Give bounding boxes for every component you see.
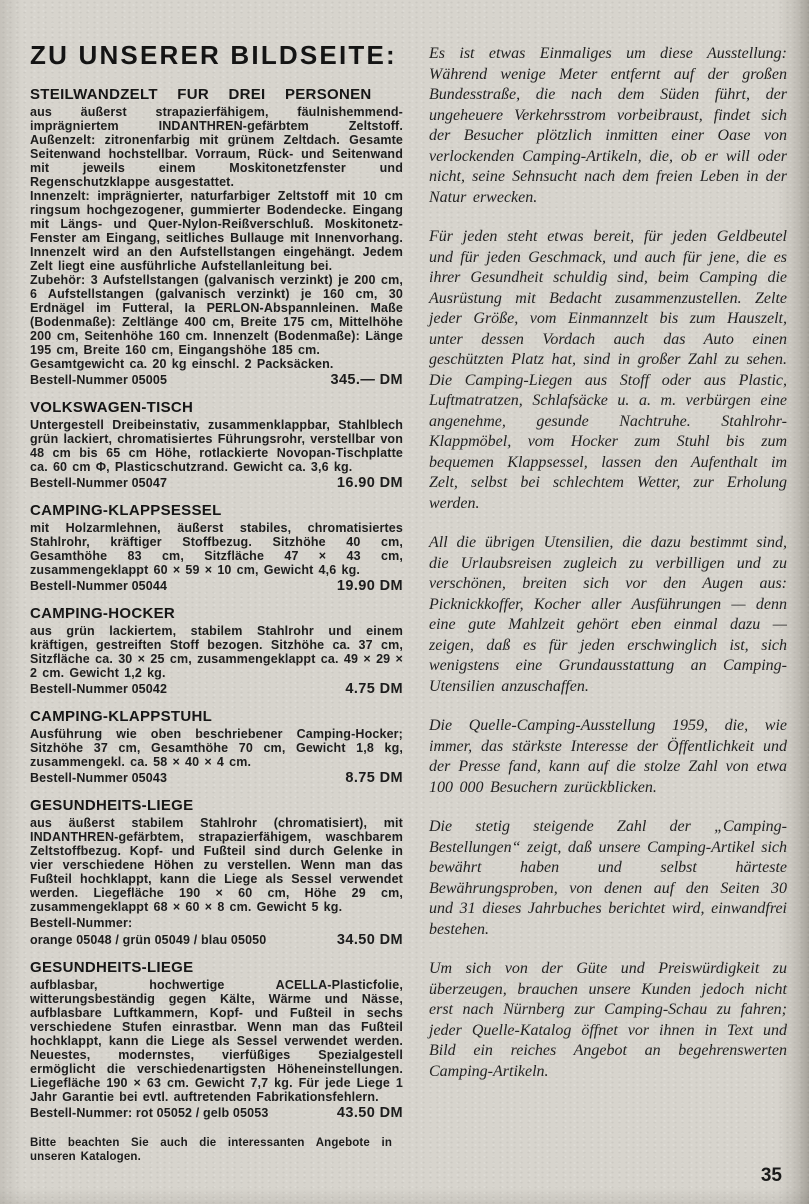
product-section bbox=[30, 502, 403, 594]
product-section bbox=[30, 959, 403, 1121]
product-name: GESUNDHEITS-LIEGE bbox=[30, 959, 194, 976]
price: 19.90 DM bbox=[336, 578, 403, 594]
product-paragraph: Innenzelt: imprägnierter, naturfarbiger Zeltstoff mit 10 cm ringsum hochgezogener, gummierter Bodendecke. Eingang mit Längs- und Quer-Nylon-Reißverschluß. Moskitonetz-Fenster am Eingang, seitliches Bullauge mit Innenvorhang. Innenzelt wird an den Aufstellstangen eingehängt. Jedem Zelt liegt eine ausführliche Aufstellanleitung bei. bbox=[30, 189, 403, 273]
price: 34.50 DM bbox=[336, 932, 403, 948]
price: 345.— DM bbox=[330, 372, 403, 388]
page-number: 35 bbox=[760, 1165, 782, 1186]
product-section bbox=[30, 399, 403, 491]
editorial-paragraph: Die stetig steigende Zahl der „Camping-Bestellungen“ zeigt, daß unsere Camping-Artikel sich bewährt haben und selbst härteste Bewährungsproben, von denen auf den Seiten 30 und 31 dieses Jahrbuches berichtet wird, einwandfrei bestehen. bbox=[429, 818, 787, 938]
order-number: Bestell-Nummer: bbox=[30, 916, 133, 930]
product-body bbox=[30, 727, 403, 786]
product-name: CAMPING-KLAPPSTUHL bbox=[30, 708, 213, 725]
product-paragraph: mit Holzarmlehnen, äußerst stabiles, chromatisiertes Stahlrohr, kräftiger Stoffbezug. Sitzhöhe 40 cm, Gesamthöhe 83 cm, Sitzfläche 47 × 43 cm, zusammengeklappt 60 × 59 × 10 cm, Gewicht 4,6 kg. bbox=[30, 521, 403, 577]
order-line bbox=[30, 1106, 403, 1121]
product-body bbox=[30, 521, 403, 594]
order-number: Bestell-Nummer 05042 bbox=[30, 682, 168, 696]
product-paragraph: aus äußerst strapazierfähigem, fäulnishemmend-imprägniertem INDANTHREN-gefärbtem Zeltstoff. Außenzelt: zitronenfarbig mit grünem Zeltdach. Gesamte Seitenwand hochstellbar. Vorraum, Rück- und Seitenwand mit jeweils einem Moskitonetzfenster und Regenschutzklappe ausgestattet. bbox=[30, 105, 403, 189]
price: 43.50 DM bbox=[336, 1105, 403, 1121]
product-paragraph: Ausführung wie oben beschriebener Camping-Hocker; Sitzhöhe 37 cm, Gesamthöhe 70 cm, Gewicht 1,8 kg, zusammengekl. ca. 58 × 40 × 4 cm. bbox=[30, 727, 403, 769]
footer-note: Bitte beachten Sie auch die interessanten Angebote in unseren Katalogen. bbox=[30, 1137, 392, 1163]
product-name: VOLKSWAGEN-TISCH bbox=[30, 399, 194, 416]
order-number: Bestell-Nummer: rot 05052 / gelb 05053 bbox=[30, 1106, 269, 1120]
product-body bbox=[30, 816, 403, 948]
product-body bbox=[30, 105, 403, 388]
product-body bbox=[30, 978, 403, 1121]
order-number: Bestell-Nummer 05005 bbox=[30, 373, 168, 387]
product-list bbox=[30, 86, 403, 1121]
product-name: GESUNDHEITS-LIEGE bbox=[30, 797, 194, 814]
product-section bbox=[30, 708, 403, 786]
order-line bbox=[30, 916, 403, 931]
order-number: Bestell-Nummer 05044 bbox=[30, 579, 168, 593]
product-section bbox=[30, 797, 403, 948]
product-body bbox=[30, 418, 403, 491]
order-line bbox=[30, 373, 403, 388]
left-column bbox=[30, 40, 403, 1164]
order-line bbox=[30, 771, 403, 786]
product-name: CAMPING-KLAPPSESSEL bbox=[30, 502, 222, 519]
product-paragraph: Zubehör: 3 Aufstellstangen (galvanisch verzinkt) je 200 cm, 6 Aufstellstangen (galvanisch verzinkt) je 160 cm, 30 Erdnägel im Futteral, Ia PERLON-Abspannleinen. Maße (Bodenmaße): Zeltlänge 400 cm, Breite 175 cm, Mittelhöhe 200 cm, Seitenhöhe 160 cm. Innenzelt (Bodenmaße): Länge 195 cm, Breite 160 cm, Eingangshöhe 185 cm. bbox=[30, 273, 403, 357]
product-paragraph: aufblasbar, hochwertige ACELLA-Plasticfolie, witterungsbeständig gegen Kälte, Wärme und Nässe, aufblasbare Luftkammern, Kopf- und Fußteil in sechs verschiedene Stufen einrastbar. Wenn man das Fußteil hochklappt, kann die Liege als Sessel verwendet werden. Neuestes, modernstes, vierfüßiges Spezialgestell ermöglicht die verschiedenartigsten Höheneinstellungen. Liegefläche 190 × 63 cm. Gewicht 7,7 kg. Für jede Liege 1 Jahr Garantie bei evtl. auftretenden Fabrikationsfehlern. bbox=[30, 978, 403, 1104]
product-section bbox=[30, 605, 403, 697]
product-paragraph: aus äußerst stabilem Stahlrohr (chromatisiert), mit INDANTHREN-gefärbtem, strapazierfähigem, waschbarem Zeltstoffbezug. Kopf- und Fußteil sind durch Gelenke in vier verschiedene Höhen zu verstellen. Wenn man das Fußteil hochklappt, kann die Liege als Sessel verwendet werden. Liegefläche 190 × 60 cm, Höhe 29 cm, zusammengeklappt 68 × 60 × 8 cm. Gewicht 5 kg. bbox=[30, 816, 403, 914]
product-name: STEILWANDZELT FUR DREI PERSONEN bbox=[30, 86, 372, 103]
editorial-paragraph: Um sich von der Güte und Preiswürdigkeit zu überzeugen, brauchen unsere Kunden jedoch nicht erst nach Nürnberg zur Camping-Schau zu fahren; jeder Quelle-Katalog öffnet vor ihnen in Text und Bild ein reiches Angebot an begehrenswerten Camping-Artikeln. bbox=[429, 960, 787, 1080]
product-paragraph: aus grün lackiertem, stabilem Stahlrohr und einem kräftigen, gestreiften Stoff bezogen. Sitzhöhe ca. 37 cm, Sitzfläche ca. 30 × 25 cm, zusammengeklappt ca. 49 × 29 × 2 cm. Gewicht 1,2 kg. bbox=[30, 624, 403, 680]
order-number: Bestell-Nummer 05047 bbox=[30, 476, 168, 490]
product-body bbox=[30, 624, 403, 697]
right-column bbox=[429, 44, 787, 1101]
order-line bbox=[30, 933, 403, 948]
product-paragraph: Gesamtgewicht ca. 20 kg einschl. 2 Packsäcken. bbox=[30, 357, 334, 371]
order-line bbox=[30, 579, 403, 594]
editorial-paragraph: Es ist etwas Einmaliges um diese Ausstellung: Während wenige Meter entfernt auf der großen Bundesstraße, die nach dem Süden führt, der ungeheuere Verkehrsstrom vorbeibraust, findet sich der Besucher plötzlich inmitten einer Oase von verlockenden Camping-Artikeln, die, ob er will oder nicht, seine Sehnsucht nach dem freien Leben in der Natur erwecken. bbox=[429, 45, 787, 206]
product-name: CAMPING-HOCKER bbox=[30, 605, 176, 622]
page-title: ZU UNSERER BILDSEITE: bbox=[30, 40, 397, 70]
order-line bbox=[30, 476, 403, 491]
order-line bbox=[30, 682, 403, 697]
product-section bbox=[30, 86, 403, 388]
price: 8.75 DM bbox=[345, 770, 403, 786]
product-paragraph: Untergestell Dreibeinstativ, zusammenklappbar, Stahlblech grün lackiert, chromatisiertes Führungsrohr, verstellbar von 48 cm bis 65 cm Höhe, rotlackierte Novopan-Tischplatte ca. 60 cm Φ, Plasticschutzrand. Gewicht ca. 3,6 kg. bbox=[30, 418, 403, 474]
price: 4.75 DM bbox=[345, 681, 403, 697]
price: 16.90 DM bbox=[336, 475, 403, 491]
order-number: orange 05048 / grün 05049 / blau 05050 bbox=[30, 933, 267, 947]
order-number: Bestell-Nummer 05043 bbox=[30, 771, 168, 785]
editorial-paragraph: Die Quelle-Camping-Ausstellung 1959, die, wie immer, das stärkste Interesse der Öffentlichkeit und der Presse fand, kann auf die stolze Zahl von etwa 100 000 Besuchern zurückblicken. bbox=[429, 717, 787, 796]
editorial-paragraph: All die übrigen Utensilien, die dazu bestimmt sind, die Urlaubsreisen zugleich zu verbilligen und zu verschönen, breiten sich vor den Augen aus: Picknickkoffer, Kocher aller Ausführungen — denn eine gute Mahlzeit gehört eben einmal dazu — zeigen, daß es für jeden erschwinglich ist, sich wenigstens eine Grundausstattung an Camping-Utensilien anzuschaffen. bbox=[429, 534, 787, 695]
editorial-paragraph: Für jeden steht etwas bereit, für jeden Geldbeutel und für jeden Geschmack, und auch für jene, die es ihrer Gesundheit schuldig sind, beim Camping die Ausrüstung mit Bedacht zusammenzustellen. Zelte jeder Größe, vom Einmannzelt bis zum Hauszelt, unter dessen Vordach auch das Auto einen geschützten Platz hat, sind in großer Zahl zu sehen. Die Camping-Liegen aus Stoff oder aus Plastic, Luftmatratzen, Schlafsäcke u. a. m. verbürgen eine angenehme, gesunde Nachtruhe. Stahlrohr-Klappmöbel, vom Hocker zum Stuhl bis zum bequemen Klappsessel, lassen den Aufenthalt im Zelt, selbst bei schlechtem Wetter, zur Erholung werden. bbox=[429, 228, 787, 512]
